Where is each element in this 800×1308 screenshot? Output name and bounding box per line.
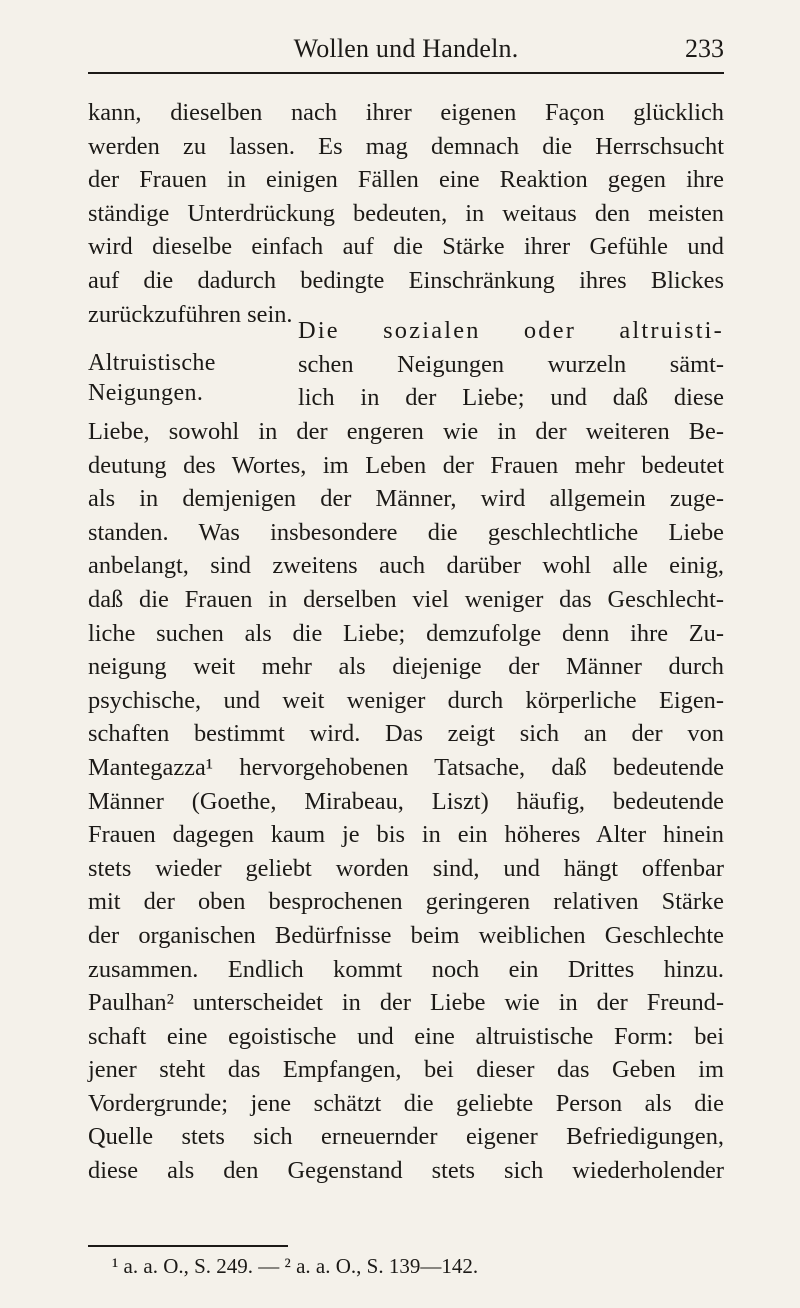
margin-note-line: Altruistische <box>88 350 216 376</box>
text-line: diese als den Gegenstand stets sich wiederholender <box>88 1157 724 1185</box>
text-line: anbelangt, sind zweitens auch darüber wohl alle einig, <box>88 552 724 580</box>
text-line: schaften bestimmt wird. Das zeigt sich an der von <box>88 720 724 748</box>
text-line: auf die dadurch bedingte Einschränkung ihres Blickes <box>88 266 724 294</box>
text-line: daß die Frauen in derselben viel weniger das Geschlecht- <box>88 585 724 613</box>
text-line: kann, dieselben nach ihrer eigenen Façon glücklich <box>88 99 724 126</box>
text-line: lich in der Liebe; und daß diese <box>298 384 724 412</box>
text-line: schen Neigungen wurzeln sämt- <box>298 350 724 378</box>
text-line: liche suchen als die Liebe; demzufolge denn ihre Zu- <box>88 619 724 647</box>
running-header <box>88 28 724 68</box>
text-line: als in demjenigen der Männer, wird allgemein zuge- <box>88 485 724 513</box>
text-line: der Frauen in einigen Fällen eine Reaktion gegen ihre <box>88 166 724 194</box>
text-line: schaft eine egoistische und eine altruistische Form: bei <box>88 1022 724 1050</box>
text-line: Liebe, sowohl in der engeren wie in der weiteren Be- <box>88 418 724 445</box>
text-line: Quelle stets sich erneuernder eigener Befriedigungen, <box>88 1123 724 1151</box>
footnote-rule <box>88 1245 288 1247</box>
margin-note-line: Neigungen. <box>88 380 204 406</box>
text-line: Die sozialen oder altruisti- <box>298 317 724 344</box>
paragraph-1 <box>88 96 724 331</box>
paragraph-2-opening <box>298 314 724 415</box>
text-line: der organischen Bedürfnisse beim weiblichen Geschlechte <box>88 921 724 949</box>
text-line: wird dieselbe einfach auf die Stärke ihrer Gefühle und <box>88 233 724 261</box>
text-line: Frauen dagegen kaum je bis in ein höheres Alter hinein <box>88 821 724 849</box>
text-line: Vordergrunde; jene schätzt die geliebte Person als die <box>88 1089 724 1117</box>
text-line: neigung weit mehr als diejenige der Männer durch <box>88 653 724 681</box>
text-line: Mantegazza¹ hervorgehobenen Tatsache, daß bedeutende <box>88 753 724 781</box>
text-line: zurückzuführen sein. <box>88 300 293 328</box>
text-line: standen. Was insbesondere die geschlechtliche Liebe <box>88 518 724 546</box>
text-line: Paulhan² unterscheidet in der Liebe wie in der Freund- <box>88 989 724 1017</box>
running-title: Wollen und Handeln. <box>293 34 519 63</box>
text-line: mit der oben besprochenen geringeren relativen Stärke <box>88 888 724 916</box>
text-line: Männer (Goethe, Mirabeau, Liszt) häufig, bedeutende <box>88 787 724 815</box>
text-line: deutung des Wortes, im Leben der Frauen mehr bedeutet <box>88 451 724 479</box>
text-line: psychische, und weit weniger durch körperliche Eigen- <box>88 686 724 714</box>
footnote: ¹ a. a. O., S. 249. — ² a. a. O., S. 139—142. <box>112 1254 479 1278</box>
text-line: ständige Unterdrückung bedeuten, in weitaus den meisten <box>88 199 724 227</box>
text-line: jener steht das Empfangen, bei dieser das Geben im <box>88 1056 724 1084</box>
text-line: stets wieder geliebt worden sind, und hängt offenbar <box>88 854 724 882</box>
page-number: 233 <box>685 34 724 63</box>
paragraph-2 <box>88 415 724 1188</box>
margin-note <box>88 348 288 408</box>
header-rule <box>88 72 724 74</box>
text-line: werden zu lassen. Es mag demnach die Herrschsucht <box>88 132 724 160</box>
text-line: zusammen. Endlich kommt noch ein Drittes hinzu. <box>88 955 724 983</box>
